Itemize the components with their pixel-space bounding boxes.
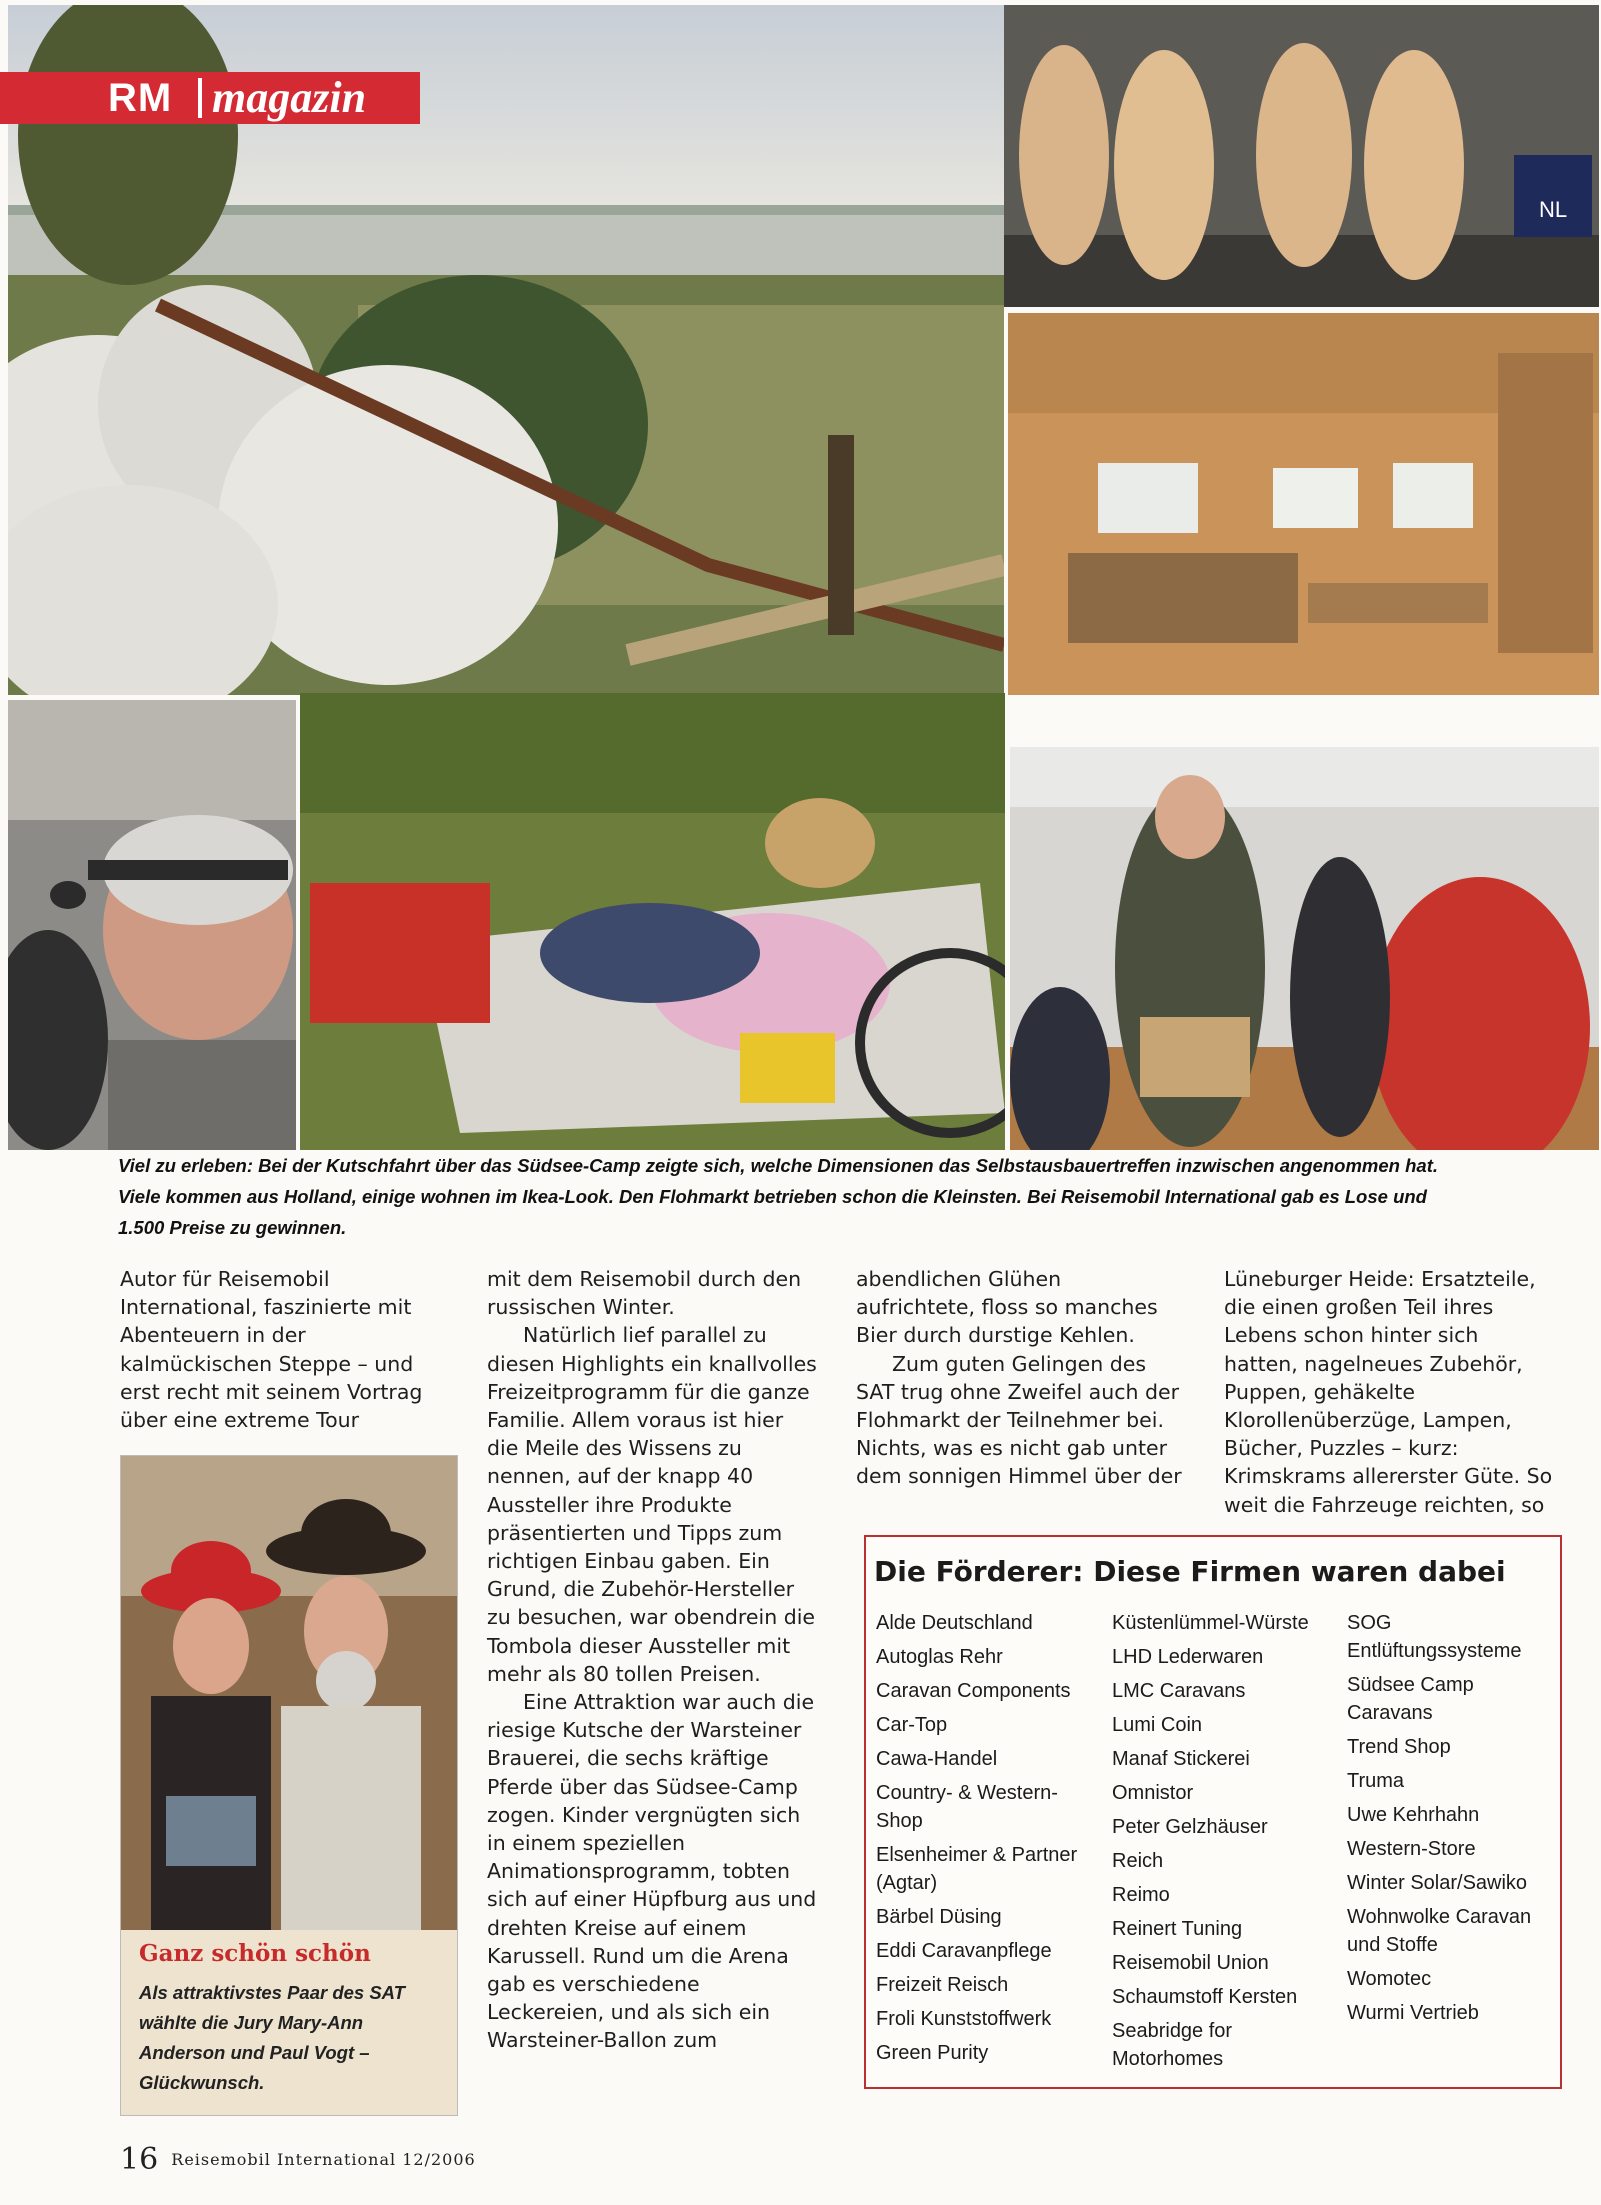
col2-paragraph-2: Natürlich lief parallel zu diesen Highlights ein knallvolles Freizeitprogramm für die ganze Familie. Allem voraus ist hier die Meile des Wissens zu nennen, auf der knapp 40 Aussteller ihre Produkte präsentierten und Tipps zum richtigen Einbau gaben. Ein Grund, die Zubehör-Hersteller zu besuchen, war obendrein die Tombola dieser Aussteller mit mehr als 80 tollen Preisen. [487,1323,817,1686]
photo-caravan-interior [1008,313,1599,695]
magazine-logo [0,72,420,124]
magazine-issue: Reisemobil International 12/2006 [171,2150,476,2169]
sidebar-heading: Ganz schön schön [139,1940,371,1967]
nl-plate-text: NL [1538,197,1568,222]
sponsor-item: Cawa-Handel [876,1748,998,1770]
col2-paragraph-1: mit dem Reisemobil durch den russischen Winter. [487,1267,802,1320]
sponsor-item: Womotec [1347,1968,1432,1990]
sponsor-item: Reisemobil Union [1112,1952,1269,1974]
logo-magazin: magazin [212,73,367,122]
col3-paragraph-2: Zum guten Gelingen des SAT trug ohne Zweifel auch der Flohmarkt der Teilnehmer bei. Nichts, was es nicht gab unter dem sonnigen Himmel über der [856,1351,1182,1489]
sponsor-item: Reimo [1112,1884,1170,1906]
page-footer [120,2142,476,2177]
sponsor-item: LHD Lederwaren [1112,1646,1264,1668]
article-column-3 [856,1265,1186,1491]
article-column-2 [487,1265,817,2055]
sponsor-item: Froli Kunststoffwerk [876,2008,1052,2030]
col3-paragraph-1: abendlichen Glühen aufrichtete, floss so manches Bier durch durstige Kehlen. [856,1267,1158,1348]
page-number: 16 [120,2142,159,2177]
sponsor-item: Elsenheimer & Partner (Agtar) [876,1844,1078,1894]
col2-paragraph-3: Eine Attraktion war auch die riesige Kutsche der Warsteiner Brauerei, die sechs kräftige Pferde über das Südsee-Camp zogen. Kinder vergnügten sich in einem speziellen Animationsprogramm, tobten sich auf einer Hüpfburg aus und drehten Kreise auf einem Karussell. Rund um die Arena gab es verschiedene Leckereien, und als sich ein Warsteiner-Ballon zum [487,1690,817,2053]
sponsor-item: Freizeit Reisch [876,1974,1009,1996]
photo-couple-cowboy-hats [120,1455,458,1932]
logo-separator [198,78,202,118]
sponsor-item: Wurmi Vertrieb [1347,2002,1479,2024]
sponsor-item: Western-Store [1347,1838,1476,1860]
photo-tombola-tent [1010,747,1599,1150]
sponsors-title: Die Förderer: Diese Firmen waren dabei [874,1555,1506,1588]
logo-rm: RM [108,76,173,120]
photo-caption: Viel zu erleben: Bei der Kutschfahrt über das Südsee-Camp zeigte sich, welche Dimensionen das Selbstausbauertreffen inzwischen angenommen hat. Viele kommen aus Holland, einige wohnen im Ikea-Look. Den Flohmarkt betrieben schon die Kleinsten. Bei Reisemobil International gab es Lose und 1.500 Preise zu gewinnen. [118,1155,1439,1238]
sponsor-item: Truma [1347,1770,1405,1792]
sponsor-item: Caravan Components [876,1680,1071,1702]
sponsor-item: SOG Entlüftungssysteme [1347,1612,1522,1662]
sponsor-item: Bärbel Düsing [876,1906,1002,1928]
sponsor-item: Seabridge for Motorhomes [1112,2020,1233,2070]
sponsor-item: Küstenlümmel-Würste [1112,1612,1309,1634]
sponsors-box [864,1535,1562,2089]
sponsor-item: Alde Deutschland [876,1612,1033,1634]
sponsor-item: Südsee Camp Caravans [1347,1674,1474,1724]
sponsor-item: Reich [1112,1850,1164,1872]
sponsor-item: Eddi Caravanpflege [876,1940,1052,1962]
sponsor-item: LMC Caravans [1112,1680,1246,1702]
sponsors-list-1 [876,1609,1096,2073]
photo-flea-market-children [300,693,1005,1150]
sponsor-item: Uwe Kehrhahn [1347,1804,1480,1826]
col1-paragraph-1: Autor für Reisemobil International, faszinierte mit Abenteuern in der kalmückischen Steppe – und erst recht mit seinem Vortrag über eine extreme Tour [120,1267,423,1433]
article-column-1 [120,1265,452,1434]
sponsors-list-2 [1112,1609,1332,2079]
sponsor-item: Lumi Coin [1112,1714,1203,1736]
sponsor-item: Reinert Tuning [1112,1918,1243,1940]
sponsor-item: Green Purity [876,2042,989,2064]
sponsor-item: Schaumstoff Kersten [1112,1986,1298,2008]
sponsor-item: Manaf Stickerei [1112,1748,1250,1770]
photo-sidebar-box [120,1930,458,2116]
sponsor-item: Country- & Western-Shop [876,1782,1058,1832]
sponsors-list-3 [1347,1609,1547,2033]
sponsor-item: Car-Top [876,1714,948,1736]
sponsor-item: Winter Solar/Sawiko [1347,1872,1528,1894]
sponsor-item: Wohnwolke Caravan und Stoffe [1347,1906,1532,1956]
sponsor-item: Trend Shop [1347,1736,1451,1758]
col4-paragraph-1: Lüneburger Heide: Ersatzteile, die einen großen Teil ihres Lebens schon hinter sich hatten, nagelneues Zubehör, Puppen, gehäkelte Klorollenüberzüge, Lampen, Bücher, Puzzles – kurz: Krimskrams allererster Güte. So weit die Fahrzeuge reichten, so [1224,1267,1553,1517]
photo-man-headlamp [8,700,296,1150]
sponsor-item: Peter Gelzhäuser [1112,1816,1268,1838]
sponsor-item: Omnistor [1112,1782,1194,1804]
sponsor-item: Autoglas Rehr [876,1646,1003,1668]
article-column-4 [1224,1265,1554,1519]
sidebar-text: Als attraktivstes Paar des SAT wählte die Jury Mary-Ann Anderson und Paul Vogt – Glückwunsch. [139,1982,405,2093]
photo-wooden-clogs [1004,5,1599,307]
